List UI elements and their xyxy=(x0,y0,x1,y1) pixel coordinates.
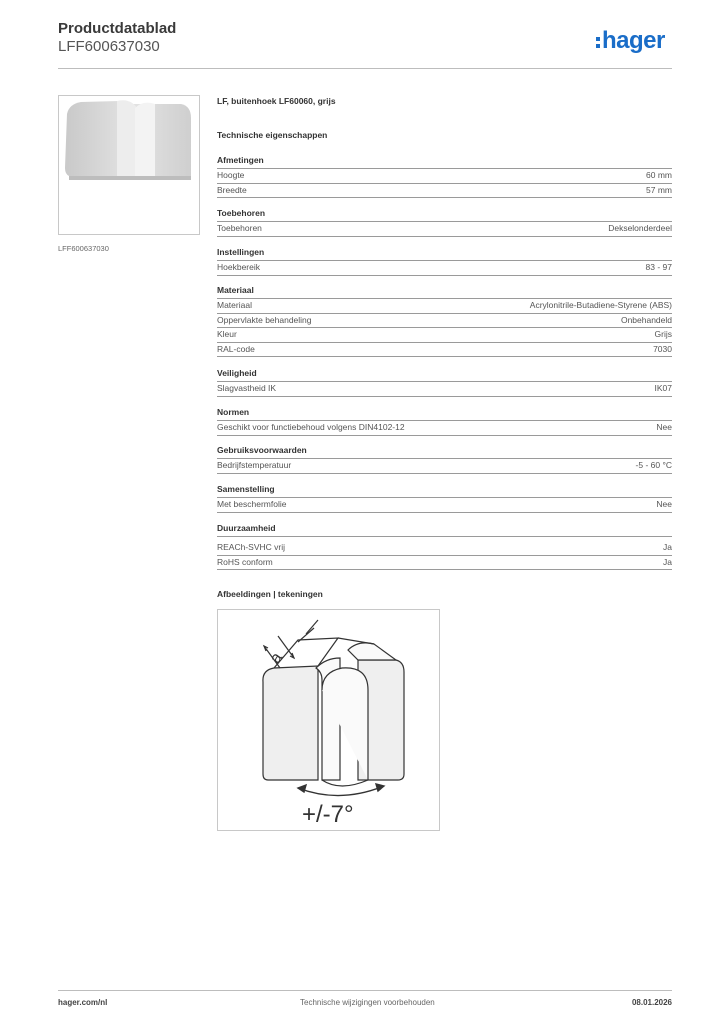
spec-key: Breedte xyxy=(217,184,247,195)
product-code: LFF600637030 xyxy=(58,38,160,55)
section-title: Samenstelling xyxy=(217,484,672,498)
section-normen xyxy=(217,407,672,436)
spec-value: Dekselonderdeel xyxy=(608,223,672,233)
spec-row xyxy=(217,343,672,358)
spec-row xyxy=(217,556,672,571)
spec-key: RoHS conform xyxy=(217,556,273,567)
section-title: Materiaal xyxy=(217,285,672,299)
drawings-heading: Afbeeldingen | tekeningen xyxy=(217,589,323,599)
section-title: Normen xyxy=(217,407,672,421)
hager-logo xyxy=(596,26,665,56)
section-materiaal xyxy=(217,285,672,357)
section-title: Toebehoren xyxy=(217,208,672,222)
logo-text: hager xyxy=(602,27,665,54)
spec-key: Materiaal xyxy=(217,300,252,310)
spec-key: Bedrijfstemperatuur xyxy=(217,460,292,470)
spec-key: Hoekbereik xyxy=(217,262,260,272)
spec-key: Oppervlakte behandeling xyxy=(217,314,312,325)
corner-piece-drawing-icon xyxy=(218,610,439,830)
spec-value: Nee xyxy=(656,422,672,432)
section-gebruiksvoorwaarden xyxy=(217,445,672,474)
spec-row xyxy=(217,299,672,314)
spec-value: Ja xyxy=(663,542,672,552)
thumbnail-caption: LFF600637030 xyxy=(58,244,109,253)
spec-key: REACh-SVHC vrij xyxy=(217,542,286,552)
section-title: Gebruiksvoorwaarden xyxy=(217,445,672,459)
section-afmetingen xyxy=(217,155,672,198)
corner-piece-photo-icon xyxy=(59,96,199,234)
section-title: Veiligheid xyxy=(217,368,672,382)
product-title: LF, buitenhoek LF60060, grijs xyxy=(217,96,336,106)
spec-row xyxy=(217,541,672,556)
spec-value: Nee xyxy=(656,499,672,509)
technical-drawing xyxy=(217,609,440,831)
spec-row xyxy=(217,169,672,184)
spec-value: Onbehandeld xyxy=(620,314,672,325)
spec-row xyxy=(217,382,672,397)
section-instellingen xyxy=(217,247,672,276)
spec-row xyxy=(217,261,672,276)
footer-date: 08.01.2026 xyxy=(631,998,672,1007)
dimension-label: a xyxy=(266,649,286,667)
logo-dots-icon xyxy=(596,37,600,48)
spec-key: Hoogte xyxy=(217,170,245,180)
spec-value: 60 mm xyxy=(646,170,672,180)
spec-value: -5 - 60 °C xyxy=(635,460,672,470)
section-title: Duurzaamheid xyxy=(217,523,672,537)
section-samenstelling xyxy=(217,484,672,513)
spec-value: Acrylonitrile-Butadiene-Styrene (ABS) xyxy=(529,300,672,310)
section-toebehoren xyxy=(217,208,672,237)
angle-label: +/-7° xyxy=(302,801,354,828)
spec-row xyxy=(217,421,672,436)
spec-key: RAL-code xyxy=(217,343,255,354)
spec-value: 7030 xyxy=(653,343,672,354)
spec-row xyxy=(217,314,672,329)
section-duurzaamheid xyxy=(217,523,672,570)
section-title: Instellingen xyxy=(217,247,672,261)
section-veiligheid xyxy=(217,368,672,397)
spec-row xyxy=(217,498,672,513)
product-thumbnail xyxy=(58,95,200,235)
spec-value: IK07 xyxy=(654,383,672,393)
header-divider xyxy=(58,68,672,69)
spec-key: Kleur xyxy=(217,329,237,339)
footer-disclaimer: Technische wijzigingen voorbehouden xyxy=(300,998,435,1007)
spec-row xyxy=(217,222,672,237)
spec-value: Ja xyxy=(663,556,672,567)
spec-value: 83 - 97 xyxy=(645,262,672,272)
page-title: Productdatablad xyxy=(58,20,177,37)
spec-row xyxy=(217,184,672,199)
spec-value: Grijs xyxy=(654,329,672,339)
spec-heading: Technische eigenschappen xyxy=(217,130,328,140)
spec-key: Slagvastheid IK xyxy=(217,383,277,393)
spec-row xyxy=(217,459,672,474)
footer-divider xyxy=(58,990,672,991)
spec-key: Geschikt voor functiebehoud volgens DIN4102-12 xyxy=(217,422,405,432)
footer-website-link[interactable]: hager.com/nl xyxy=(58,998,108,1007)
spec-key: Toebehoren xyxy=(217,223,262,233)
section-title: Afmetingen xyxy=(217,155,672,169)
spec-row xyxy=(217,328,672,343)
spec-value: 57 mm xyxy=(646,184,672,195)
spec-key: Met beschermfolie xyxy=(217,499,287,509)
